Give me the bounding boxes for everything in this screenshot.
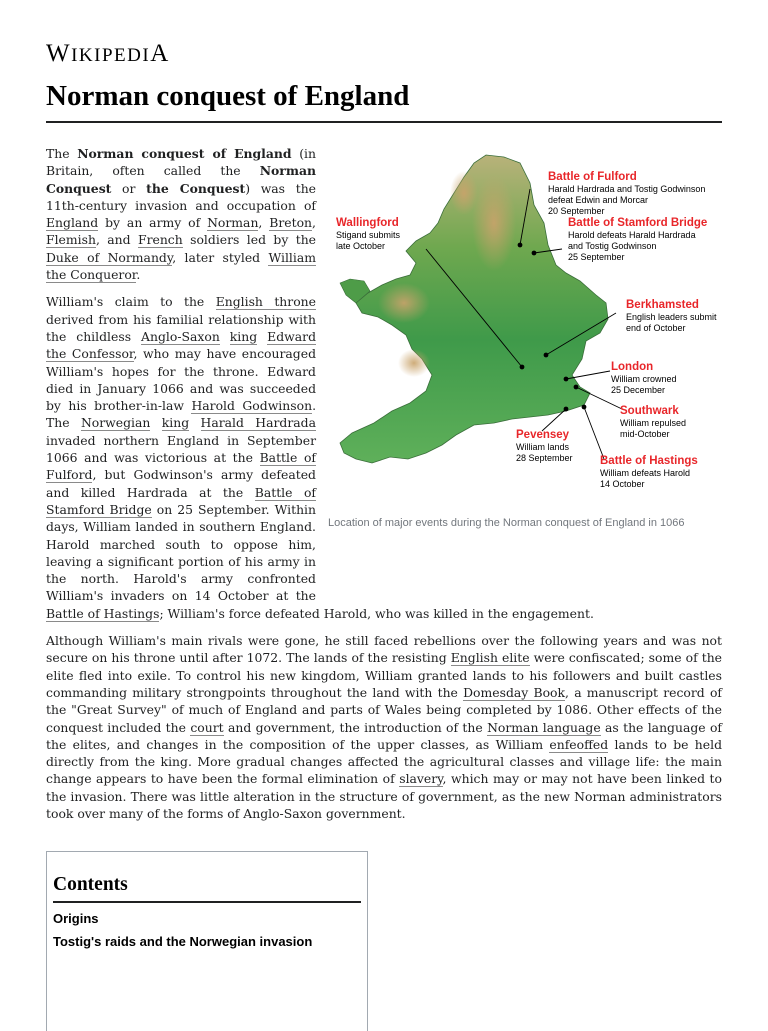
link-french[interactable]: French: [137, 232, 183, 248]
link-norman-language[interactable]: Norman language: [487, 719, 601, 735]
link-anglo-saxon[interactable]: Anglo-Saxon: [141, 328, 220, 344]
link-norman[interactable]: Norman: [207, 215, 259, 231]
link-battle-of-hastings[interactable]: Battle of Hastings: [46, 605, 160, 621]
link-english-elite[interactable]: English elite: [450, 650, 530, 666]
wordmark-middle: IKIPEDI: [71, 45, 151, 66]
label-pevensey: Pevensey William lands 28 September: [516, 429, 573, 463]
marker-pevensey: [564, 407, 569, 412]
link-breton[interactable]: Breton: [269, 215, 313, 231]
wikipedia-wordmark[interactable]: [46, 40, 170, 68]
link-william-the-conqueror[interactable]: William the Conqueror: [46, 249, 316, 283]
label-berkhamsted: Berkhamsted English leaders submit end of October: [626, 299, 717, 333]
link-english-throne[interactable]: English throne: [215, 294, 316, 310]
marker-fulford: [518, 243, 523, 248]
link-harald-hardrada[interactable]: Harald Hardrada: [200, 415, 316, 431]
link-battle-of-stamford-bridge[interactable]: Battle of Stamford Bridge: [46, 484, 316, 517]
marker-berkhamsted: [544, 353, 549, 358]
marker-london: [564, 377, 569, 382]
wordmark-w: W: [46, 40, 72, 67]
label-fulford: Battle of Fulford Harald Hardrada and Tostig Godwinson defeat Edwin and Morcar 20 September: [548, 171, 706, 216]
marker-stamford-bridge: [532, 251, 537, 256]
link-harold-godwinson[interactable]: Harold Godwinson: [191, 398, 313, 414]
label-hastings: Battle of Hastings William defeats Harold 14 October: [600, 455, 698, 489]
link-king-norway[interactable]: king: [161, 415, 190, 431]
link-slavery[interactable]: slavery: [399, 771, 443, 787]
paragraph-claim: William's claim to the English throne derived from his familial relationship with the childless Anglo-Saxon king Edward the Confessor, who may have encouraged William's hopes for the throne. Edward died in January 1066 and was succeeded by his brother-in-law Harold Godwinson. The Norwegian king Harald Hardrada invaded northern England in September 1066 and was victorious at the Battle of Fulford, but Godwinson's army defeated and killed Hardrada at the Battle of Stamford Bridge on 25 September. Within days, William landed in southern England. Harold marched south to oppose him, leaving a significant portion of his army in the north. Harold's army confronted William's invaders on 14 October at the Battle of Hastings; William's force defeated Harold, who was killed in the engagement.: [46, 294, 594, 621]
label-wallingford: Wallingford Stigand submits late October: [336, 217, 401, 251]
link-enfeoffed[interactable]: enfeoffed: [549, 736, 609, 752]
link-norwegian[interactable]: Norwegian: [80, 415, 151, 431]
map-figure: [328, 153, 722, 583]
paragraph-intro: The Norman conquest of England (in Britain, often called the Norman Conquest or the Conquest) was the 11th-century invasion and occupation of England by an army of Norman, Breton, Flemish, and French soldiers led by the Duke of Normandy, later styled William the Conqueror.: [46, 146, 317, 283]
toc-item-origins[interactable]: Origins: [53, 911, 99, 926]
link-duke-of-normandy[interactable]: Duke of Normandy: [46, 249, 173, 265]
link-battle-of-fulford[interactable]: Battle of Fulford: [46, 450, 316, 483]
label-southwark: Southwark William repulsed mid-October: [620, 405, 687, 439]
toc-item-tostigs-raids[interactable]: Tostig's raids and the Norwegian invasion: [53, 934, 313, 949]
marker-southwark: [574, 385, 579, 390]
link-king[interactable]: king: [229, 328, 258, 344]
contents-title: Contents: [53, 874, 361, 903]
label-london: London William crowned 25 December: [611, 361, 677, 395]
link-court[interactable]: court: [190, 719, 224, 735]
page-title: Norman conquest of England: [46, 80, 722, 123]
paragraph-aftermath: Although William's main rivals were gone, he still faced rebellions over the following years and was not secure on his throne until after 1072. The lands of the resisting English elite were confiscated; some of the elite fled into exile. To control his new kingdom, William granted lands to his followers and built castles commanding military strongpoints throughout the land with the Domesday Book, a manuscript record of the "Great Survey" of much of England and parts of Wales being completed by 1086. Other effects of the conquest included the court and government, the introduction of the Norman language as the language of the elites, and changes in the composition of the upper classes, as William enfeoffed lands to be held directly from the king. More gradual changes affected the agricultural classes and village life: the main change appears to have been the formal elimination of slavery, which may or may not have been linked to the invasion. There was little alteration in the structure of government, as the new Norman administrators took over many of the forms of Anglo-Saxon government.: [46, 633, 723, 821]
table-of-contents: [46, 851, 368, 1031]
link-england[interactable]: England: [46, 215, 99, 231]
map-image[interactable]: [334, 153, 722, 505]
link-domesday-book[interactable]: Domesday Book: [463, 684, 566, 700]
link-flemish[interactable]: Flemish: [46, 232, 96, 248]
label-stamford-bridge: Battle of Stamford Bridge Harold defeats Harald Hardrada and Tostig Godwinson 25 September: [568, 217, 708, 262]
map-caption: Location of major events during the Norman conquest of England in 1066: [328, 517, 685, 529]
marker-wallingford: [520, 365, 525, 370]
article-body: [46, 145, 722, 832]
marker-hastings: [582, 405, 587, 410]
link-edward-the-confessor[interactable]: Edward the Confessor: [46, 328, 316, 362]
wordmark-a: A: [150, 40, 170, 67]
